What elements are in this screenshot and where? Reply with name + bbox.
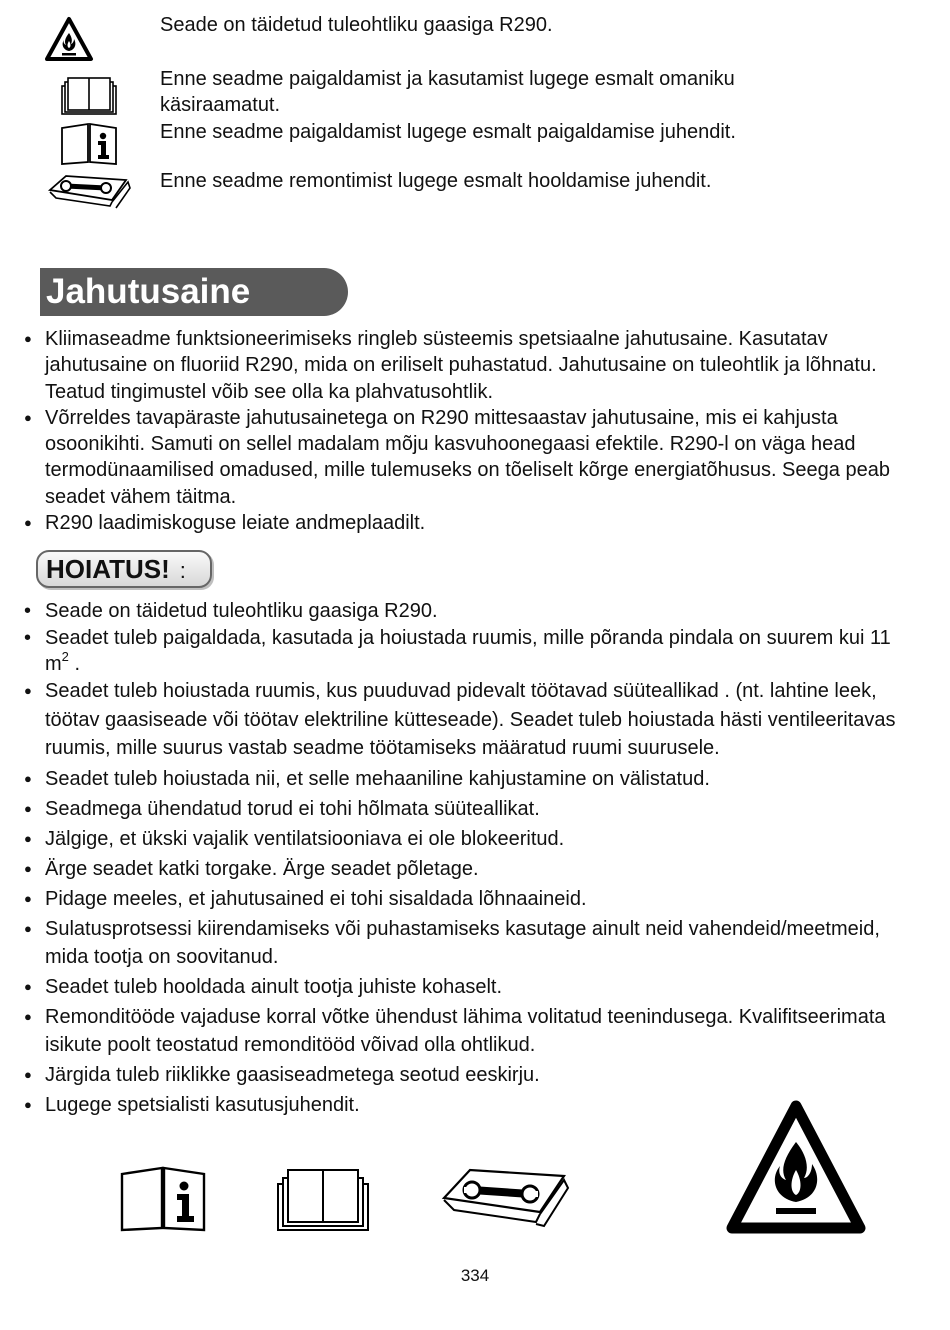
list-item: ● Seadmega ühendatud torud ei tohi hõlmata süüteallikat. (24, 795, 904, 823)
note-operator-manual-text: Enne seadme paigaldamist ja kasutamist lugege esmalt omaniku käsiraamatut. (160, 68, 735, 116)
note-installation-manual-text: Enne seadme paigaldamist lugege esmalt paigaldamise juhendit. (160, 121, 736, 143)
list-item: ● Lugege spetsialisti kasutusjuhendit. (24, 1091, 904, 1119)
warning-label: HOIATUS! (46, 554, 170, 584)
list-item: ● Kliimaseadme funktsioneerimiseks ringleb süsteemis spetsiaalne jahutusaine. Kasutatav jahutusaine on fluoriid R290, mida on eriliselt puhastatud. Jahutusaine on tuleohtlik ja lõhnatu. Teatud tingimustel võib see olla ka plahvatusohtlik. (24, 326, 904, 405)
flammable-warning-icon (724, 1098, 868, 1238)
list-item: ● Seadet tuleb hoiustada ruumis, kus puuduvad pidevalt töötavad süüteallikad . (nt. lahtine leek, töötav gaasiseade või töötav elektriline kütteseade). Seadet tuleb hoiustada hästi ventileeritavas ruumis, mille suurus vastab seadme töötamiseks määratud ruumi suurusele. (24, 677, 904, 763)
area-requirement-tail: . (68, 653, 81, 675)
list-item: ● Ärge seadet katki torgake. Ärge seadet põletage. (24, 855, 904, 883)
list-item: ● R290 laadimiskoguse leiate andmeplaadilt. (24, 510, 904, 536)
list-item: ● Sulatusprotsessi kiirendamiseks või puhastamiseks kasutage ainult neid vahendeid/meetmeid, mida tootja on soovitanud. (24, 915, 904, 971)
flammable-warning-icon (44, 16, 94, 62)
list-item: ● Jälgige, et ükski vajalik ventilatsiooniava ei ole blokeeritud. (24, 825, 904, 853)
page-number: 334 (460, 1266, 490, 1285)
note-flammable-text: Seade on täidetud tuleohtliku gaasiga R290. (160, 14, 553, 36)
service-manual-icon (440, 1162, 570, 1234)
note-service-manual-text: Enne seadme remontimist lugege esmalt hooldamise juhendit. (160, 170, 712, 192)
list-item: • Seade on täidetud tuleohtliku gaasiga R290. (24, 597, 904, 625)
list-item: ● Järgida tuleb riiklikke gaasiseadmetega seotud eeskirju. (24, 1061, 904, 1089)
list-item (24, 625, 904, 677)
section-title-jahutusaine: Jahutusaine (40, 268, 348, 316)
warning-colon: : (179, 558, 186, 583)
warning-bullet-list (24, 677, 904, 1121)
list-item: ● Seadet tuleb hoiustada nii, et selle mehaaniline kahjustamine on välistatud. (24, 765, 904, 793)
operator-manual-icon (276, 1166, 370, 1232)
operator-manual-icon (60, 74, 118, 116)
list-item: ● Pidage meeles, et jahutusained ei tohi sisaldada lõhnaaineid. (24, 885, 904, 913)
refrigerant-bullet-list (24, 326, 904, 536)
warning-badge (36, 550, 212, 588)
installation-manual-icon (120, 1166, 206, 1232)
warning-plain-bullet-list (24, 597, 904, 679)
area-unit-superscript: 2 (61, 649, 69, 664)
list-item: ● Remonditööde vajaduse korral võtke ühendust lähima volitatud teenindusega. Kvalifitseerimata isikute poolt teostatud remonditööd võivad olla ohtlikud. (24, 1003, 904, 1059)
area-requirement-text: Seadet tuleb paigaldada, kasutada ja hoiustada ruumis, mille põranda pindala on suurem kui 11 m (45, 627, 891, 675)
list-item: ● Seadet tuleb hooldada ainult tootja juhiste kohaselt. (24, 973, 904, 1001)
installation-manual-icon (60, 122, 118, 166)
list-item: ● Võrreldes tavapäraste jahutusainetega on R290 mittesaastav jahutusaine, mis ei kahjusta osoonikihti. Samuti on sellel madalam mõju kasvuhoonegaasi efektile. R290-l on väga head termodünaamilised omadused, mille tulemuseks on tõeliselt kõrge energiatõhusus. Seega peab seadet vähem täitma. (24, 405, 904, 510)
service-manual-icon (46, 170, 132, 214)
